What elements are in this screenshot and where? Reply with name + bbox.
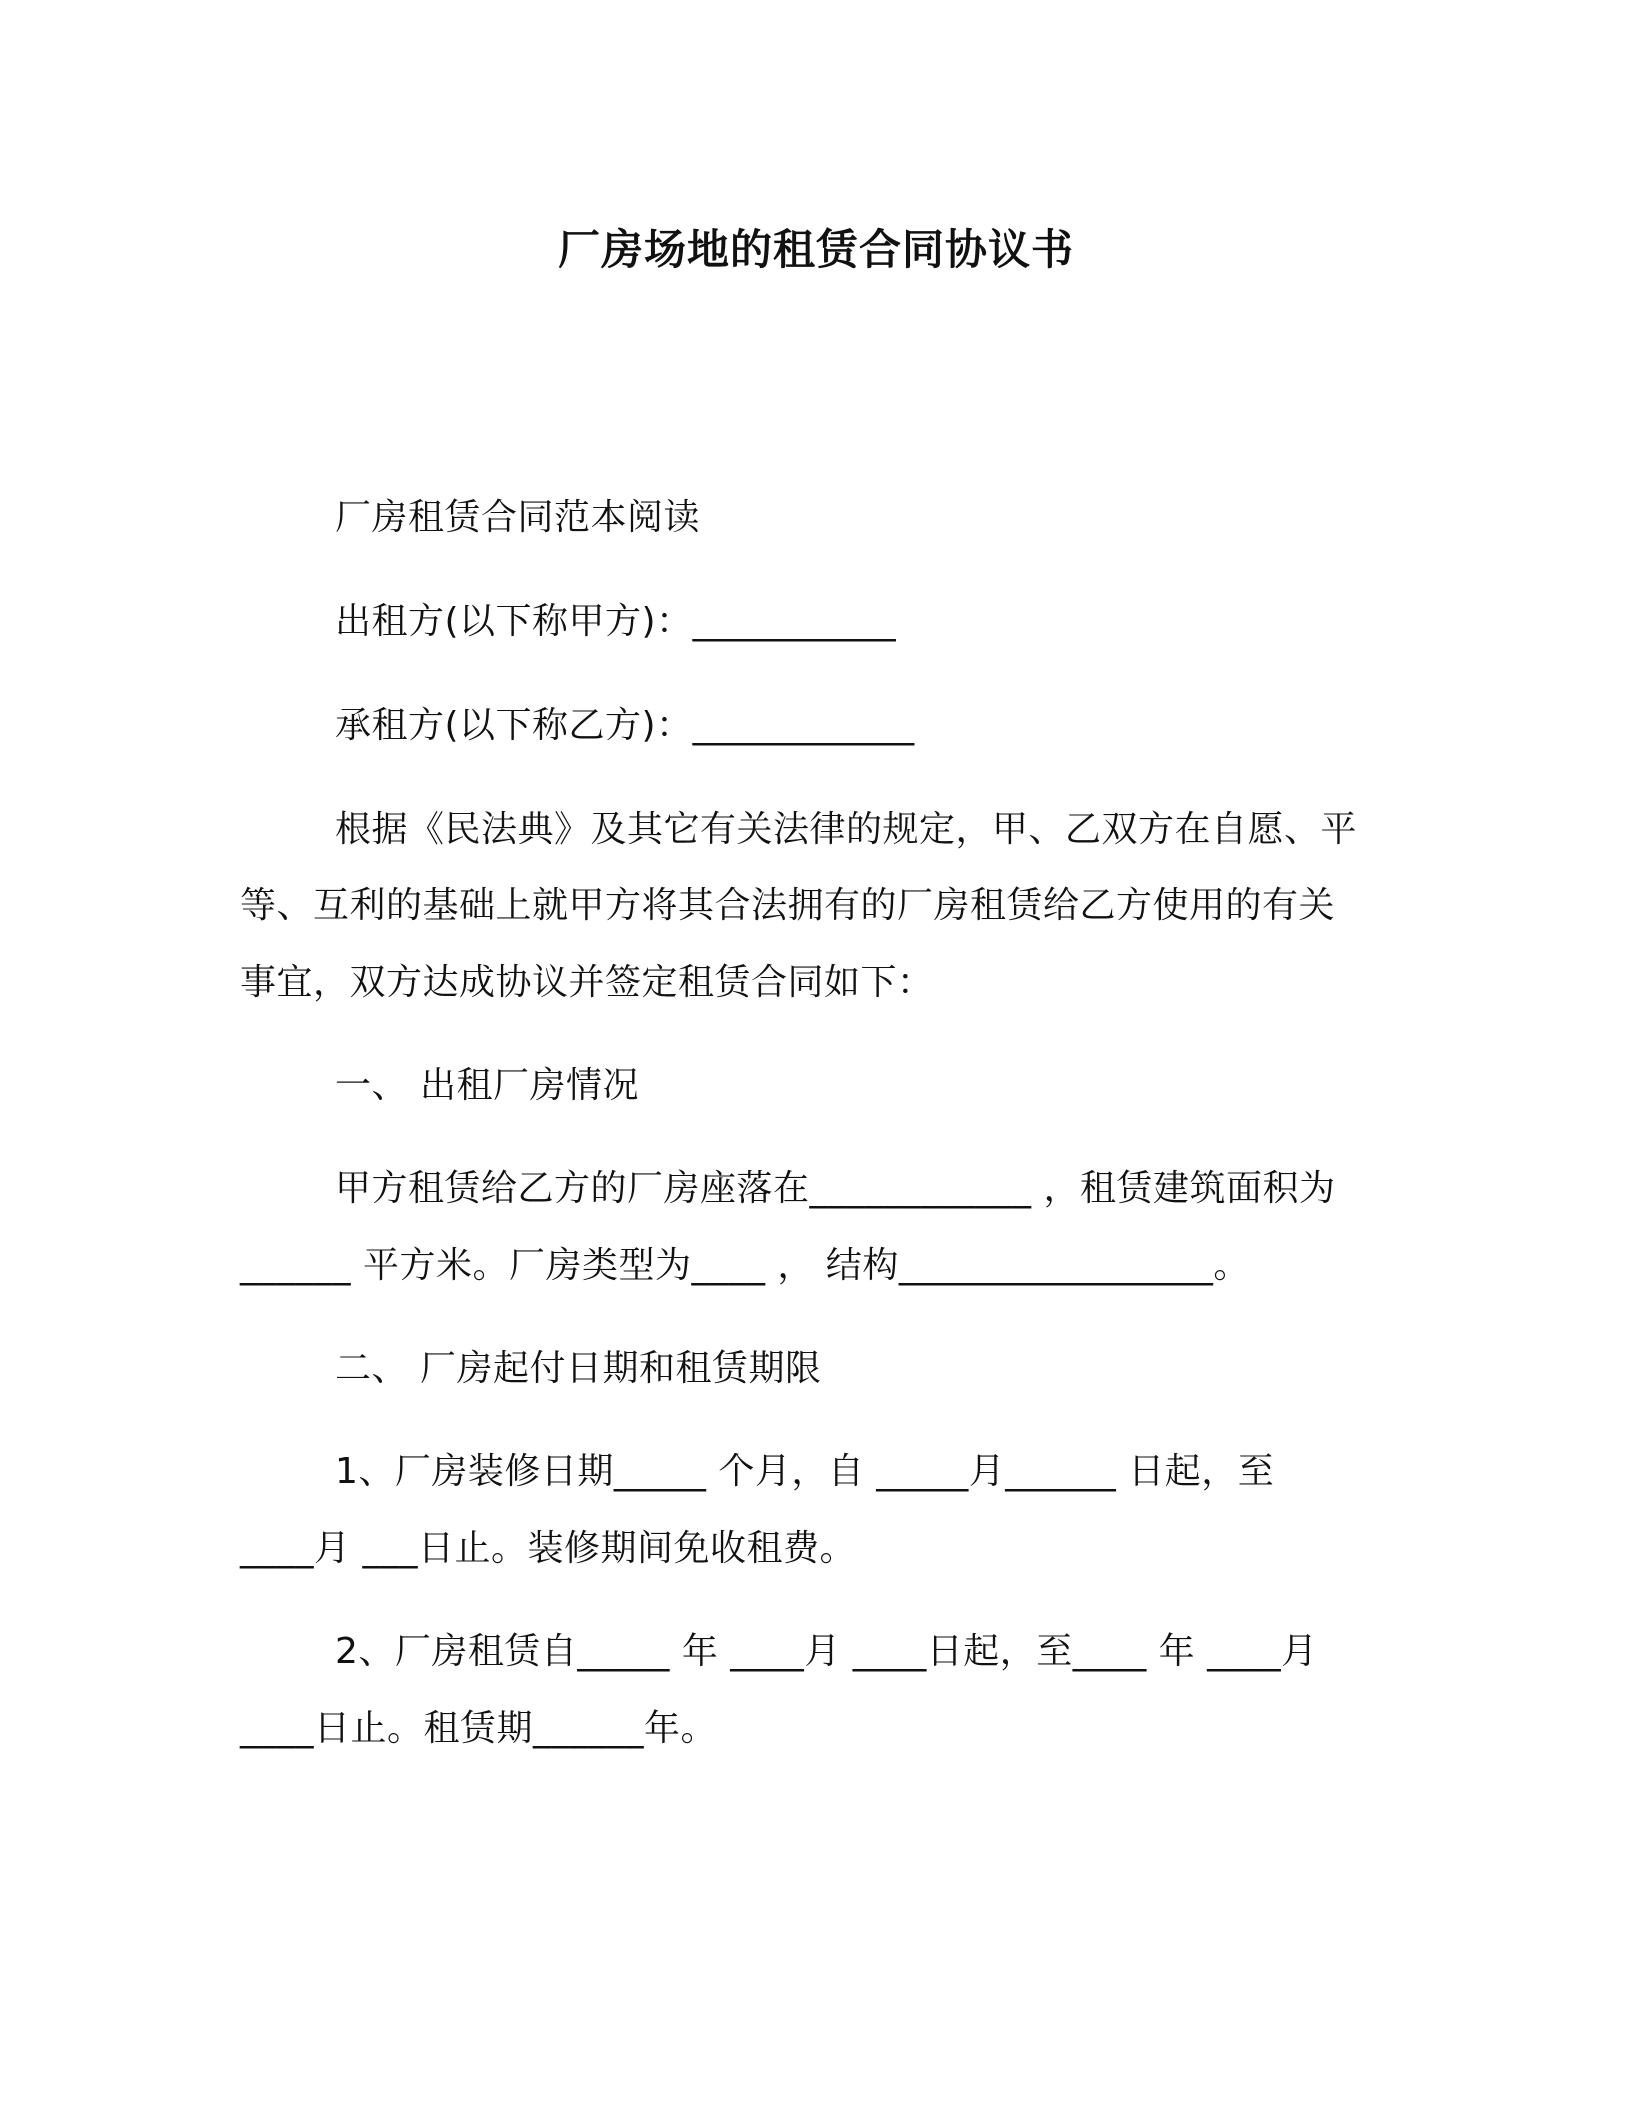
party-b-line: 承租方(以下称乙方)：____________: [335, 705, 915, 746]
document-title: 厂房场地的租赁合同协议书: [557, 225, 1074, 274]
section-2-item-2-line-1: 2、厂房租赁自_____ 年 ____月 ____日起，至____ 年 ____月: [335, 1631, 1318, 1672]
party-a-line: 出租方(以下称甲方)：___________: [335, 601, 897, 642]
preamble-line-2: 等、互利的基础上就甲方将其合法拥有的厂房租赁给乙方使用的有关: [240, 885, 1336, 926]
section-2-item-1-line-1: 1、厂房装修日期_____ 个月，自 _____月______ 日起，至: [335, 1451, 1275, 1492]
section-2-heading: 二、 厂房起付日期和租赁期限: [335, 1348, 822, 1389]
section-1-body-line-1: 甲方租赁给乙方的厂房座落在____________ ，租赁建筑面积为: [335, 1168, 1336, 1209]
section-1-heading: 一、 出租厂房情况: [335, 1065, 639, 1106]
preamble-line-1: 根据《民法典》及其它有关法律的规定，甲、乙双方在自愿、平: [335, 809, 1358, 850]
section-1-body-line-2: ______ 平方米。厂房类型为____ ， 结构_________________。: [240, 1245, 1250, 1286]
document-subtitle: 厂房租赁合同范本阅读: [335, 497, 701, 538]
section-2-item-1-line-2: ____月 ___日止。装修期间免收租费。: [240, 1528, 856, 1569]
section-2-item-2-line-2: ____日止。租赁期______年。: [240, 1708, 718, 1749]
preamble-line-3: 事宜，双方达成协议并签定租赁合同如下：: [240, 962, 934, 1003]
